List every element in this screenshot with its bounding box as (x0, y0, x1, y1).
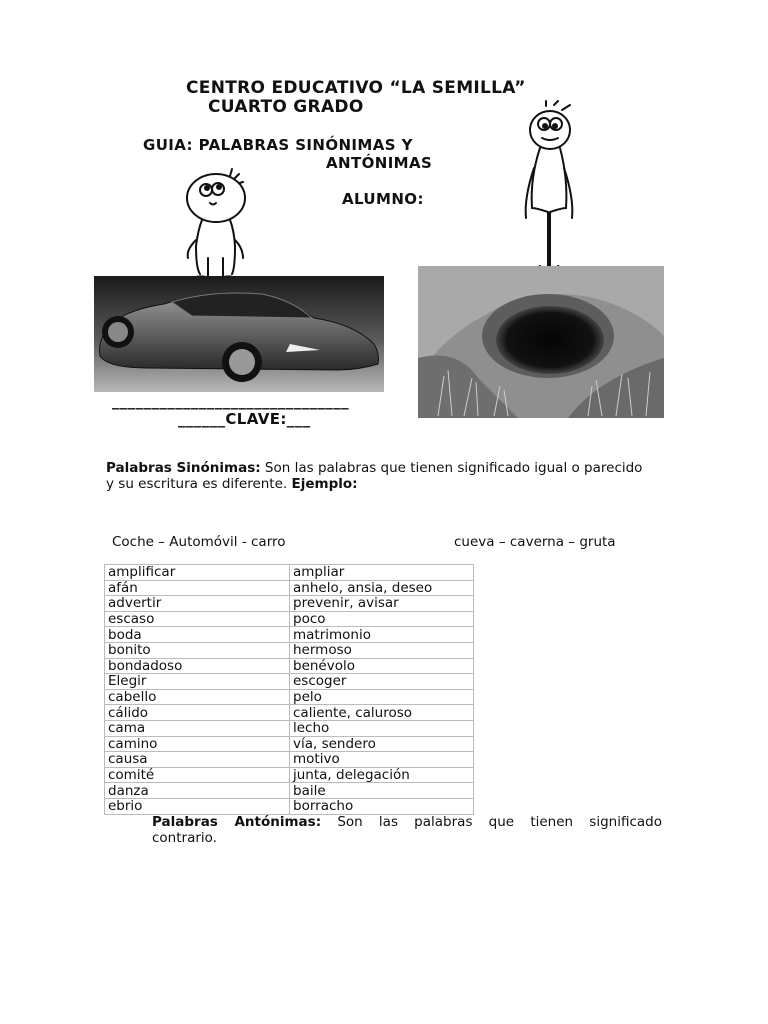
word-cell: amplificar (105, 565, 290, 581)
word-cell: bondadoso (105, 658, 290, 674)
table-row (105, 720, 474, 736)
cartoon-boy-tall (518, 100, 580, 270)
table-row (105, 752, 474, 768)
student-name-line[interactable]: ______________________________ (112, 392, 349, 410)
car-photo (94, 276, 384, 392)
sinonimas-text: Son las palabras que tienen significado igual o parecido y su escritura es diferente. (106, 460, 643, 492)
antonimas-term: Palabras Antónimas: (152, 814, 322, 830)
table-row (105, 767, 474, 783)
cave-photo (418, 266, 664, 418)
word-cell: boda (105, 627, 290, 643)
synonym-cell: junta, delegación (290, 767, 474, 783)
word-cell: camino (105, 736, 290, 752)
school-title: CENTRO EDUCATIVO “LA SEMILLA” (186, 78, 526, 98)
synonym-cell: caliente, caluroso (290, 705, 474, 721)
word-cell: afán (105, 580, 290, 596)
table-row (105, 783, 474, 799)
synonym-cell: benévolo (290, 658, 474, 674)
example-label: Ejemplo: (291, 476, 358, 492)
word-cell: ebrio (105, 798, 290, 814)
guide-title-line2: ANTÓNIMAS (326, 154, 433, 172)
synonym-cell: baile (290, 783, 474, 799)
synonym-cell: motivo (290, 752, 474, 768)
table-row (105, 627, 474, 643)
table-row (105, 689, 474, 705)
word-cell: Elegir (105, 674, 290, 690)
table-row (105, 642, 474, 658)
table-row (105, 565, 474, 581)
cartoon-boy-small (178, 168, 250, 292)
table-row (105, 580, 474, 596)
word-cell: bonito (105, 642, 290, 658)
table-row (105, 596, 474, 612)
synonym-cell: ampliar (290, 565, 474, 581)
word-cell: causa (105, 752, 290, 768)
antonimas-text: Son las palabras que tienen significado contrario. (152, 814, 662, 846)
synonym-cell: poco (290, 611, 474, 627)
antonimas-definition (152, 814, 662, 846)
sinonimas-definition (106, 460, 646, 492)
sinonimas-term: Palabras Sinónimas: (106, 460, 261, 476)
table-row (105, 674, 474, 690)
word-cell: danza (105, 783, 290, 799)
table-row (105, 798, 474, 814)
synonym-cell: anhelo, ansia, deseo (290, 580, 474, 596)
synonym-cell: prevenir, avisar (290, 596, 474, 612)
word-cell: comité (105, 767, 290, 783)
synonym-cell: vía, sendero (290, 736, 474, 752)
table-row (105, 736, 474, 752)
student-label: ALUMNO: (342, 190, 424, 208)
synonym-cell: lecho (290, 720, 474, 736)
example-cave: cueva – caverna – gruta (454, 534, 616, 550)
word-cell: cabello (105, 689, 290, 705)
grade-title: CUARTO GRADO (208, 97, 364, 117)
table-row (105, 705, 474, 721)
word-cell: escaso (105, 611, 290, 627)
synonyms-table (104, 564, 474, 815)
word-cell: advertir (105, 596, 290, 612)
clave-label[interactable]: ______CLAVE:___ (178, 410, 311, 428)
table-row (105, 611, 474, 627)
word-cell: cálido (105, 705, 290, 721)
table-row (105, 658, 474, 674)
synonym-cell: escoger (290, 674, 474, 690)
example-car: Coche – Automóvil - carro (112, 534, 286, 550)
synonym-cell: matrimonio (290, 627, 474, 643)
synonym-cell: borracho (290, 798, 474, 814)
guide-title-line1: GUIA: PALABRAS SINÓNIMAS Y (143, 136, 413, 154)
synonym-cell: pelo (290, 689, 474, 705)
word-cell: cama (105, 720, 290, 736)
synonym-cell: hermoso (290, 642, 474, 658)
